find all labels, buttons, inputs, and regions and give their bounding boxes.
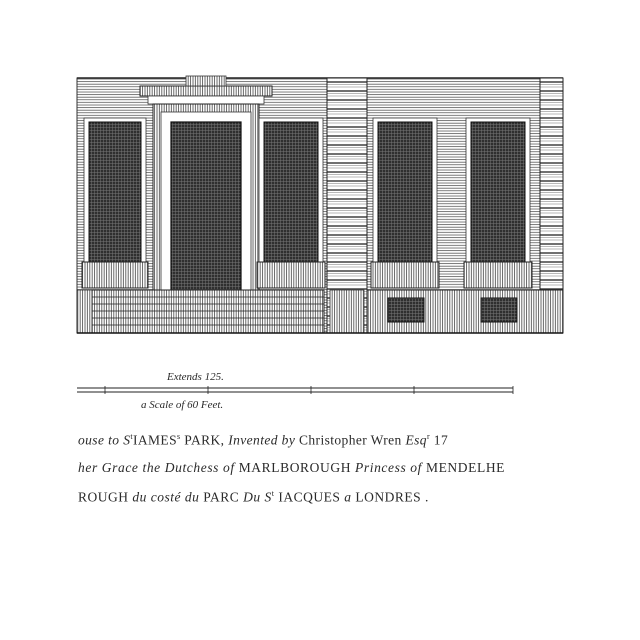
window-left-2 [257, 118, 325, 288]
caption-line-2: her Grace the Dutchess of MARLBOROUGH Princess of MENDELHE [78, 460, 506, 475]
front-door [171, 122, 241, 290]
scale-bar [77, 386, 513, 394]
rusticated-pier [327, 78, 367, 333]
scale-label-extends: Extends 125. [167, 371, 224, 383]
facade [77, 76, 563, 333]
basement-vent-1 [388, 298, 424, 322]
window-right-2 [464, 118, 532, 288]
window-right-1 [371, 118, 439, 288]
caption-line-3: ROUGH du costé du PARC Du $S^t$ IACQUES a LONDRES . [78, 489, 429, 505]
basement-vent-2 [481, 298, 517, 322]
basement [367, 290, 563, 333]
entrance-steps [77, 290, 324, 333]
caption-line-1: ouse to $S^tIAMES^s$ PARK, Invented by Christopher Wren Esq$^r$ 17 [78, 432, 449, 448]
window-left-1 [82, 118, 148, 288]
door-surround [140, 76, 272, 290]
scale-label-feet: a Scale of 60 Feet. [141, 399, 224, 411]
